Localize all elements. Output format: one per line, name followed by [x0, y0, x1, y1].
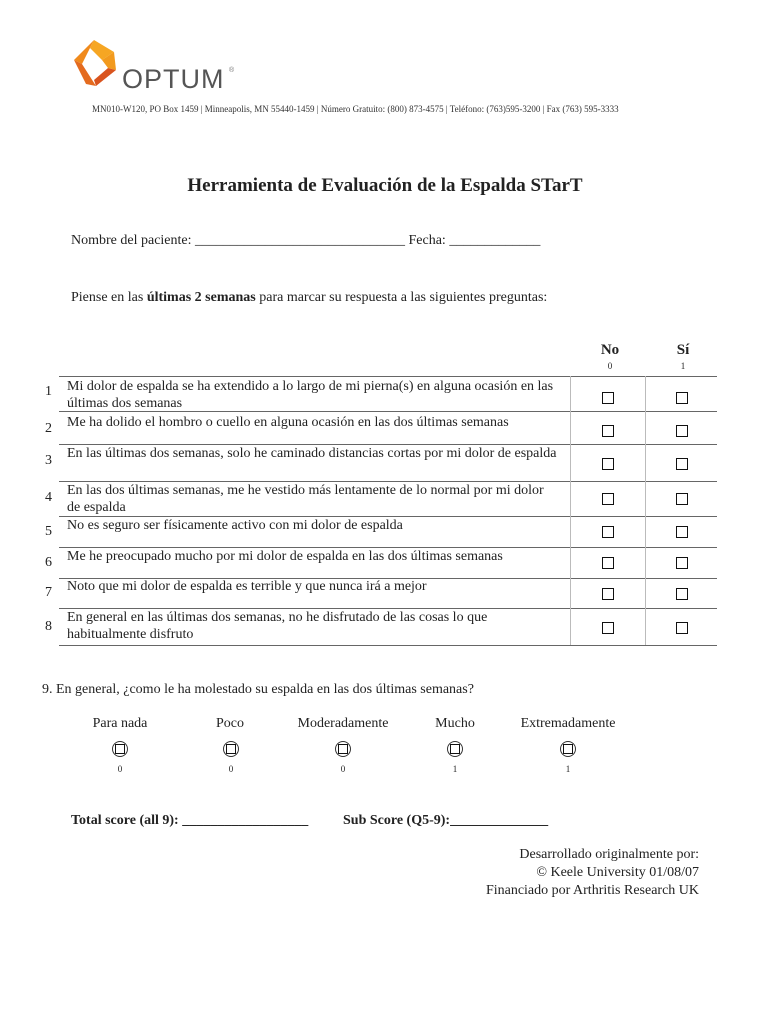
question-text: Me ha dolido el hombro o cuello en alguna ocasión en las dos últimas semanas	[67, 415, 509, 430]
q9-option-moderadamente-checkbox[interactable]	[335, 741, 351, 757]
total-score-field[interactable]: Total score (all 9): __________________	[71, 813, 309, 828]
q2-yes-checkbox[interactable]	[676, 425, 688, 437]
question-number: 6	[45, 555, 52, 570]
q4-yes-checkbox[interactable]	[676, 493, 688, 505]
q9-option-label: Para nada	[92, 716, 148, 731]
credits-line: © Keele University 01/08/07	[536, 865, 699, 880]
credits-block	[486, 846, 699, 900]
question-text: En las últimas dos semanas, solo he caminado distancias cortas por mi dolor de espalda	[67, 446, 557, 461]
trademark-symbol: ®	[229, 67, 235, 74]
column-value-no: 0	[607, 361, 613, 371]
q3-yes-checkbox[interactable]	[676, 458, 688, 470]
q9-option-value: 0	[340, 764, 346, 774]
table-divider	[645, 376, 646, 645]
q1-no-checkbox[interactable]	[602, 392, 614, 404]
question-number: 2	[45, 421, 52, 436]
question-9-text: 9. En general, ¿como le ha molestado su espalda en las dos últimas semanas?	[42, 682, 474, 697]
q9-option-label: Mucho	[435, 716, 475, 731]
q9-option-mucho-checkbox[interactable]	[447, 741, 463, 757]
question-number: 5	[45, 524, 52, 539]
q3-no-checkbox[interactable]	[602, 458, 614, 470]
q9-option-value: 1	[565, 764, 571, 774]
optum-logo-mark-icon	[72, 40, 120, 92]
q9-option-value: 1	[452, 764, 458, 774]
q5-no-checkbox[interactable]	[602, 526, 614, 538]
instruction-text	[71, 290, 547, 306]
credits-line: Desarrollado originalmente por:	[519, 847, 699, 862]
table-rule	[59, 645, 717, 646]
table-divider	[570, 376, 571, 645]
column-value-yes: 1	[680, 361, 686, 371]
column-header-yes: Sí	[676, 342, 690, 358]
question-number: 1	[45, 384, 52, 399]
optum-logo	[72, 40, 242, 100]
q4-no-checkbox[interactable]	[602, 493, 614, 505]
question-number: 4	[45, 490, 52, 505]
q9-option-label: Poco	[216, 716, 244, 731]
instruction-bold: últimas 2 semanas	[146, 290, 256, 305]
q9-option-label: Moderadamente	[297, 716, 389, 731]
q5-yes-checkbox[interactable]	[676, 526, 688, 538]
q9-option-value: 0	[228, 764, 234, 774]
q7-no-checkbox[interactable]	[602, 588, 614, 600]
question-text: En general en las últimas dos semanas, no he disfrutado de las cosas lo que habitualmente disfruto	[67, 610, 488, 642]
q9-option-label: Extremadamente	[520, 716, 616, 731]
question-number: 3	[45, 453, 52, 468]
address-line: MN010-W120, PO Box 1459 | Minneapolis, MN 55440-1459 | Número Gratuito: (800) 873-4575 | Teléfono: (763)595-3200 | Fax (763) 595-3333	[92, 104, 619, 114]
logo-text: OPTUM	[122, 64, 225, 94]
q6-no-checkbox[interactable]	[602, 557, 614, 569]
q8-yes-checkbox[interactable]	[676, 622, 688, 634]
q6-yes-checkbox[interactable]	[676, 557, 688, 569]
q9-option-value: 0	[117, 764, 123, 774]
q9-option-poco-checkbox[interactable]	[223, 741, 239, 757]
q1-yes-checkbox[interactable]	[676, 392, 688, 404]
q2-no-checkbox[interactable]	[602, 425, 614, 437]
question-text: Me he preocupado mucho por mi dolor de espalda en las dos últimas semanas	[67, 549, 503, 564]
patient-name-date-line[interactable]: Nombre del paciente: ______________________________ Fecha: _____________	[71, 233, 541, 248]
question-text: No es seguro ser físicamente activo con mi dolor de espalda	[67, 518, 403, 533]
q8-no-checkbox[interactable]	[602, 622, 614, 634]
q9-option-para-nada-checkbox[interactable]	[112, 741, 128, 757]
instruction-before: Piense en las	[71, 290, 147, 305]
question-text: En las dos últimas semanas, me he vestido más lentamente de lo normal por mi dolor de espalda	[67, 483, 544, 515]
q9-option-extremadamente-checkbox[interactable]	[560, 741, 576, 757]
instruction-after: para marcar su respuesta a las siguientes preguntas:	[255, 290, 548, 305]
question-text: Mi dolor de espalda se ha extendido a lo largo de mi pierna(s) en alguna ocasión en las últimas dos semanas	[67, 379, 554, 411]
column-header-no: No	[600, 342, 620, 358]
question-number: 8	[45, 619, 52, 634]
q7-yes-checkbox[interactable]	[676, 588, 688, 600]
question-text: Noto que mi dolor de espalda es terrible y que nunca irá a mejor	[67, 579, 427, 594]
credits-line: Financiado por Arthritis Research UK	[485, 883, 699, 898]
page-title: Herramienta de Evaluación de la Espalda STarT	[187, 175, 583, 196]
question-number: 7	[45, 585, 52, 600]
sub-score-field[interactable]: Sub Score (Q5-9):______________	[343, 813, 549, 828]
table-rule	[59, 376, 717, 377]
